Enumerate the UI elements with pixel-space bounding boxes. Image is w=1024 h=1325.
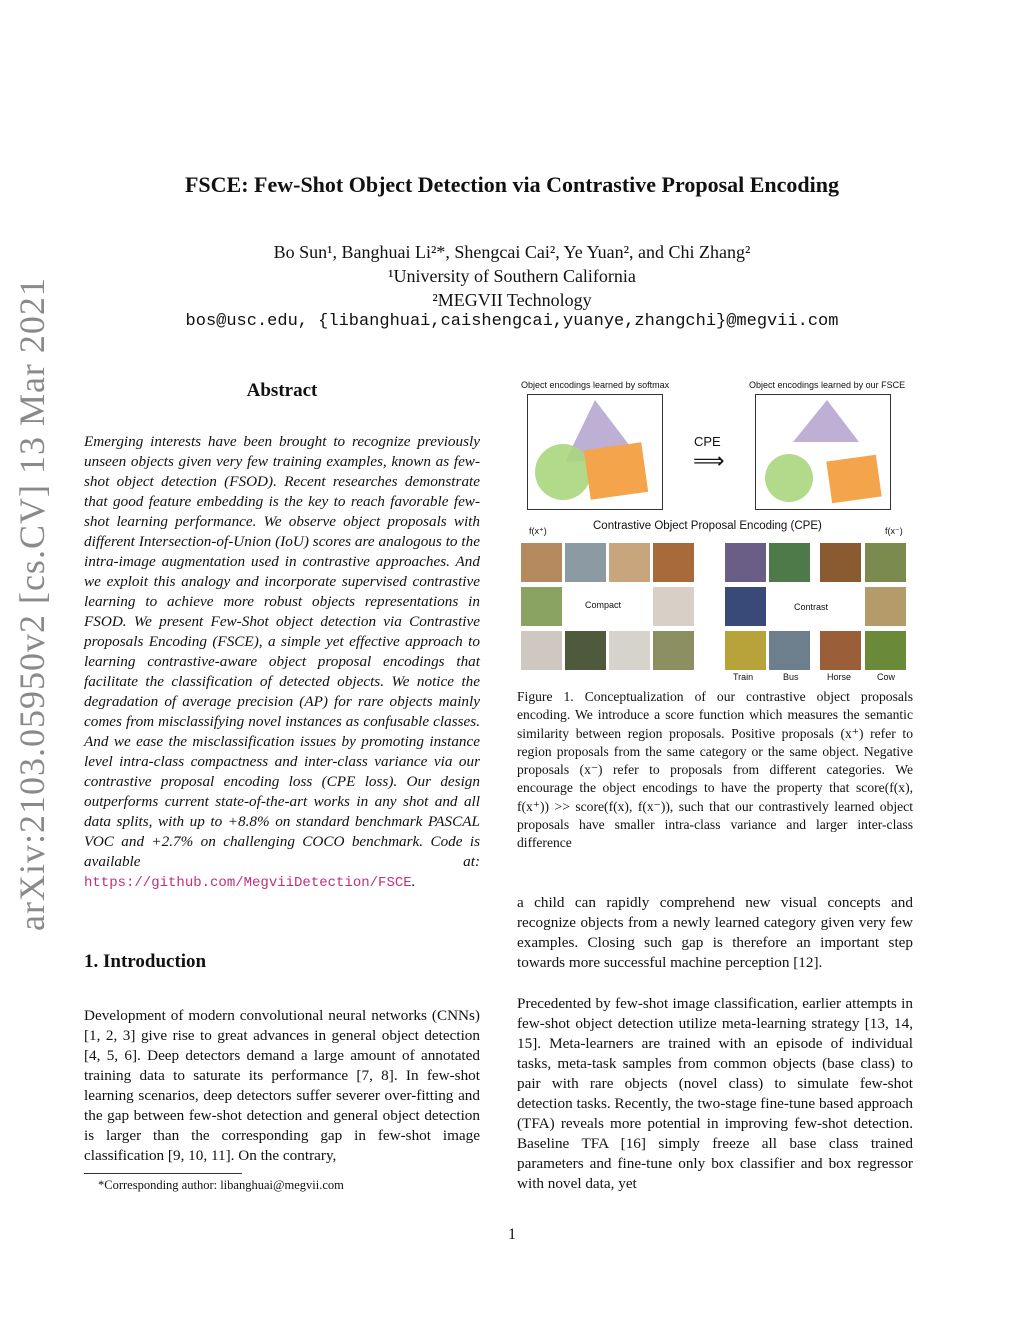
label-softmax: Object encodings learned by softmax: [521, 380, 670, 390]
abstract-end: .: [411, 873, 416, 890]
cpe-title: Contrastive Object Proposal Encoding (CPE): [593, 520, 822, 532]
dog-image: [565, 631, 606, 670]
abstract-text: Emerging interests have been brought to recognize previously unseen objects given very few training examples, known as few-shot object detection (FSOD). Recent researches demonstrate that good feature embedding is the key to reach favorable few-shot learning performance. We observe object proposals with different Intersection-of-Union (IoU) scores are analogous to the intra-image augmentation used in contrastive approaches. And we exploit this analogy and incorporate supervised contrastive learning to achieve more robust objects representations in FSOD. We present Few-Shot object detection via Contrastive proposals Encoding (FSCE), a simple yet effective approach to learning contrastive-aware object proposal encodings that facilitate the classification of detected objects. We notice the degradation of average precision (AP) for rare objects mainly comes from misclassifying novel instances as confusable classes. And we ease the misclassification issues by promoting instance level intra-class compactness and inter-class variance via our contrastive proposal encoding loss (CPE loss). Our design outperforms current state-of-the-art works in any shot and all data splits, with up to +8.8% on standard benchmark PASCAL VOC and +2.7% on challenging COCO benchmark. Code is available at:: [84, 433, 480, 870]
cow-image: [865, 631, 906, 670]
arxiv-stamp-text: arXiv:2103.05950v2 [cs.CV] 13 Mar 2021: [12, 277, 52, 931]
right-paragraph-1: a child can rapidly comprehend new visual concepts and recognize objects from a newly learned category given very few examples. Closing such gap is therefore an important step towards more successful machine perception [12].: [517, 894, 913, 971]
abstract-body: [84, 432, 480, 893]
introduction-body: Development of modern convolutional neural networks (CNNs) [1, 2, 3] give rise to great advances in general object detection [4, 5, 6]. Deep detectors demand a large amount of annotated training data to saturate its performance [7, 8]. In few-shot learning scenarios, deep detectors suffer severer over-fitting and the gap between few-shot detection and general object detection is larger than the corresponding gap in few-shot image classification [9, 10, 11]. On the contrary,: [84, 1007, 480, 1164]
affiliation-megvii: ²MEGVII Technology: [432, 290, 592, 310]
horse-image: [820, 631, 861, 670]
paper-title: FSCE: Few-Shot Object Detection via Contrastive Proposal Encoding: [184, 172, 840, 197]
footnote-rule: [84, 1173, 242, 1174]
contrast-label: Contrast: [794, 602, 829, 612]
right-paragraph-2: Precedented by few-shot image classification, earlier attempts in few-shot object detection utilize meta-learning strategy [13, 14, 15]. Meta-learners are trained with an episode of individual tasks, meta-task samples from common objects (base class) to pair with rare objects (novel class) to simulate few-shot detection tasks. Recently, the two-stage fine-tune based approach (TFA) reveals more potential in improving few-shot detection. Baseline TFA [16] simply freeze all base class trained parameters and fine-tune only box classifier and box regressor with novel data, yet: [517, 995, 913, 1192]
arrow-label: CPE: [694, 434, 721, 449]
softmax-embedding-panel: [527, 394, 663, 510]
figure-1: [517, 376, 913, 684]
dog-image: [609, 631, 650, 670]
author-list: Bo Sun¹, Banghuai Li²*, Shengcai Cai², Ye Yuan², and Chi Zhang²: [273, 242, 751, 262]
train-image: [725, 587, 766, 626]
cow-image: [865, 543, 906, 582]
cpe-arrow-icon: ⟹: [693, 448, 725, 473]
dog-image: [521, 543, 562, 582]
f-pos-label: f(x⁺): [529, 526, 547, 536]
dog-image: [521, 587, 562, 626]
cow-image: [865, 587, 906, 626]
dog-image: [565, 543, 606, 582]
horse-image: [820, 543, 861, 582]
introduction-heading: 1. Introduction: [84, 951, 207, 972]
footnote: *Corresponding author: libanghuai@megvii.com: [98, 1178, 344, 1192]
code-link[interactable]: https://github.com/MegviiDetection/FSCE: [84, 875, 412, 891]
author-emails: bos@usc.edu, {libanghuai,caishengcai,yuanye,zhangchi}@megvii.com: [185, 312, 839, 331]
compact-label: Compact: [585, 600, 622, 610]
label-fsce: Object encodings learned by our FSCE: [749, 380, 906, 390]
abstract-heading: Abstract: [246, 380, 318, 401]
class-label-horse: Horse: [827, 672, 852, 682]
f-neg-label: f(x⁻): [885, 526, 903, 536]
dog-image: [653, 631, 694, 670]
dog-image: [653, 543, 694, 582]
class-label-cow: Cow: [877, 672, 896, 682]
class-label-train: Train: [733, 672, 754, 682]
train-image: [725, 543, 766, 582]
dog-image: [521, 631, 562, 670]
train-image: [725, 631, 766, 670]
fsce-embedding-panel: [755, 394, 891, 510]
author-block: [0, 240, 1024, 312]
dog-image: [653, 587, 694, 626]
figure-caption: Figure 1. Conceptualization of our contrastive object proposals encoding. We introduce a score function which measures the semantic similarity between region proposals. Positive proposals (x⁺) refer to region proposals from the same category or the same object. Negative proposals (x⁻) refer to proposals from different categories. We encourage the object encodings to have the property that score(f(x), f(x⁺)) >> score(f(x), f(x⁻)), such that our contrastively learned object proposals have smaller intra-class variance and larger inter-class difference: [517, 689, 913, 851]
bus-image: [769, 631, 810, 670]
bus-image: [769, 543, 810, 582]
page-number: 1: [508, 1226, 516, 1243]
arxiv-stamp: [2, 277, 62, 940]
class-label-bus: Bus: [783, 672, 799, 682]
dog-image: [609, 543, 650, 582]
affiliation-usc: ¹University of Southern California: [388, 266, 636, 286]
